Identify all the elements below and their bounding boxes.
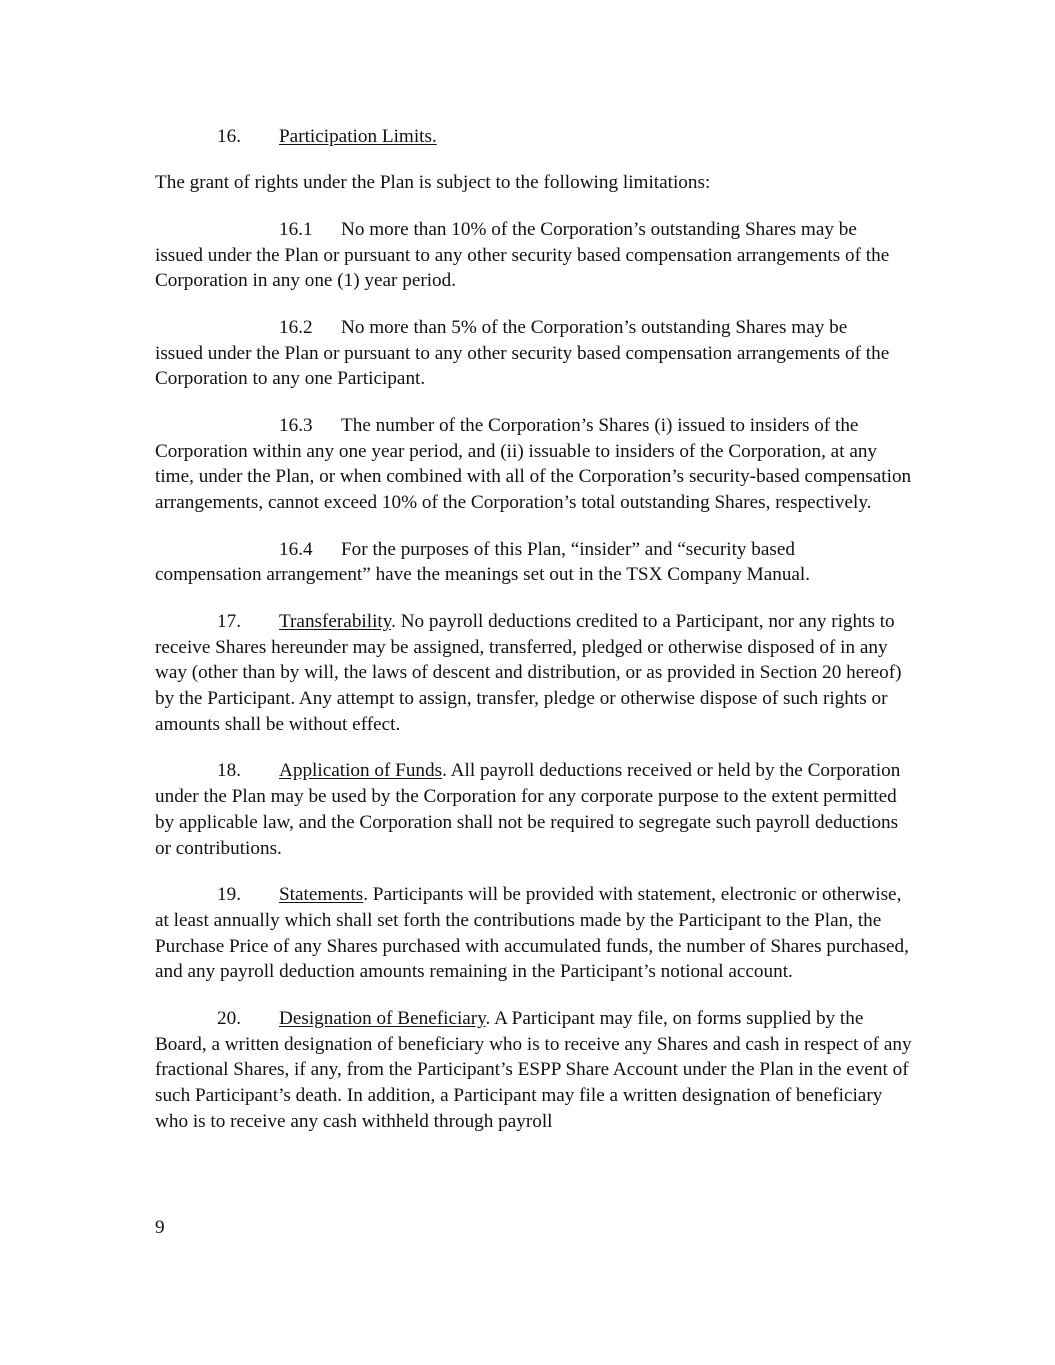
section-title: Participation Limits.	[279, 126, 437, 147]
subsection-text: issued under the Plan or pursuant to any other security based compensation arrangements of the Corporation in any one (1) year period.	[155, 244, 890, 292]
section-title: Statements	[279, 884, 364, 906]
subsection-number: 16.1	[279, 218, 313, 240]
subsection-text: compensation arrangement” have the meanings set out in the TSX Company Manual.	[155, 564, 811, 586]
section-text: . No payroll deductions credited to a Participant, nor any rights to receive Shares hereunder may be assigned, transferred, pledged or otherwise disposed of in any way (other than by will, the laws of descent and distribution, or as provided in Section 20 hereof) by the Participant. Any attempt to assign, transfer, pledge or otherwise dispose of such rights or amounts shall be without effect.	[155, 610, 902, 735]
section-number: 19.	[217, 884, 241, 906]
subsection-text: issued under the Plan or pursuant to any other security based compensation arrangements of the Corporation to any one Participant.	[155, 342, 890, 390]
section-title: Application of Funds	[279, 760, 443, 782]
section-number: 16.	[217, 126, 241, 147]
subsection-16-2	[155, 315, 915, 392]
page-number: 9	[155, 1217, 165, 1238]
document-body	[155, 124, 915, 1155]
section-18	[155, 758, 915, 861]
section-text: . Participants will be provided with statement, electronic or otherwise, at least annually which shall set forth the contributions made by the Participant to the Plan, the Purchase Price of any Shares purchased with accumulated funds, the number of Shares purchased, and any payroll deduction amounts remaining in the Participant’s notional account.	[155, 884, 909, 983]
subsection-first-line: For the purposes of this Plan, “insider” and “security based	[341, 538, 795, 560]
subsection-number: 16.4	[279, 538, 313, 560]
section-number: 18.	[217, 760, 241, 782]
subsection-16-3	[155, 413, 915, 516]
section-title: Transferability	[279, 610, 392, 632]
subsection-first-line: No more than 10% of the Corporation’s outstanding Shares may be	[341, 218, 857, 240]
section-20	[155, 1006, 915, 1135]
section-number: 17.	[217, 610, 241, 632]
subsection-first-line: No more than 5% of the Corporation’s outstanding Shares may be	[341, 316, 848, 338]
subsection-first-line: The number of the Corporation’s Shares (i) issued to insiders of the	[341, 414, 859, 436]
section-text: . A Participant may file, on forms supplied by the Board, a written designation of beneficiary who is to receive any Shares and cash in respect of any fractional Shares, if any, from the Participant’s ESPP Share Account under the Plan in the event of such Participant’s death. In addition, a Participant may file a written designation of beneficiary who is to receive any cash withheld through payroll	[155, 1007, 912, 1133]
section-17	[155, 609, 915, 738]
subsection-text: Corporation within any one year period, and (ii) issuable to insiders of the Corporation, at any time, under the Plan, or when combined with all of the Corporation’s security-based compensation arrangements, cannot exceed 10% of the Corporation’s total outstanding Shares, respectively.	[155, 440, 912, 514]
section-text: . All payroll deductions received or held by the Corporation under the Plan may be used by the Corporation for any corporate purpose to the extent permitted by applicable law, and the Corporation shall not be required to segregate such payroll deductions or contributions.	[155, 760, 901, 859]
section-title: Designation of Beneficiary	[279, 1007, 486, 1029]
subsection-16-1	[155, 217, 915, 294]
subsection-number: 16.3	[279, 414, 313, 436]
section-19	[155, 882, 915, 985]
section-16-heading	[155, 124, 915, 150]
subsection-number: 16.2	[279, 316, 313, 338]
subsection-16-4	[155, 537, 915, 589]
section-16-intro: The grant of rights under the Plan is subject to the following limitations:	[155, 172, 711, 194]
section-number: 20.	[217, 1007, 241, 1029]
